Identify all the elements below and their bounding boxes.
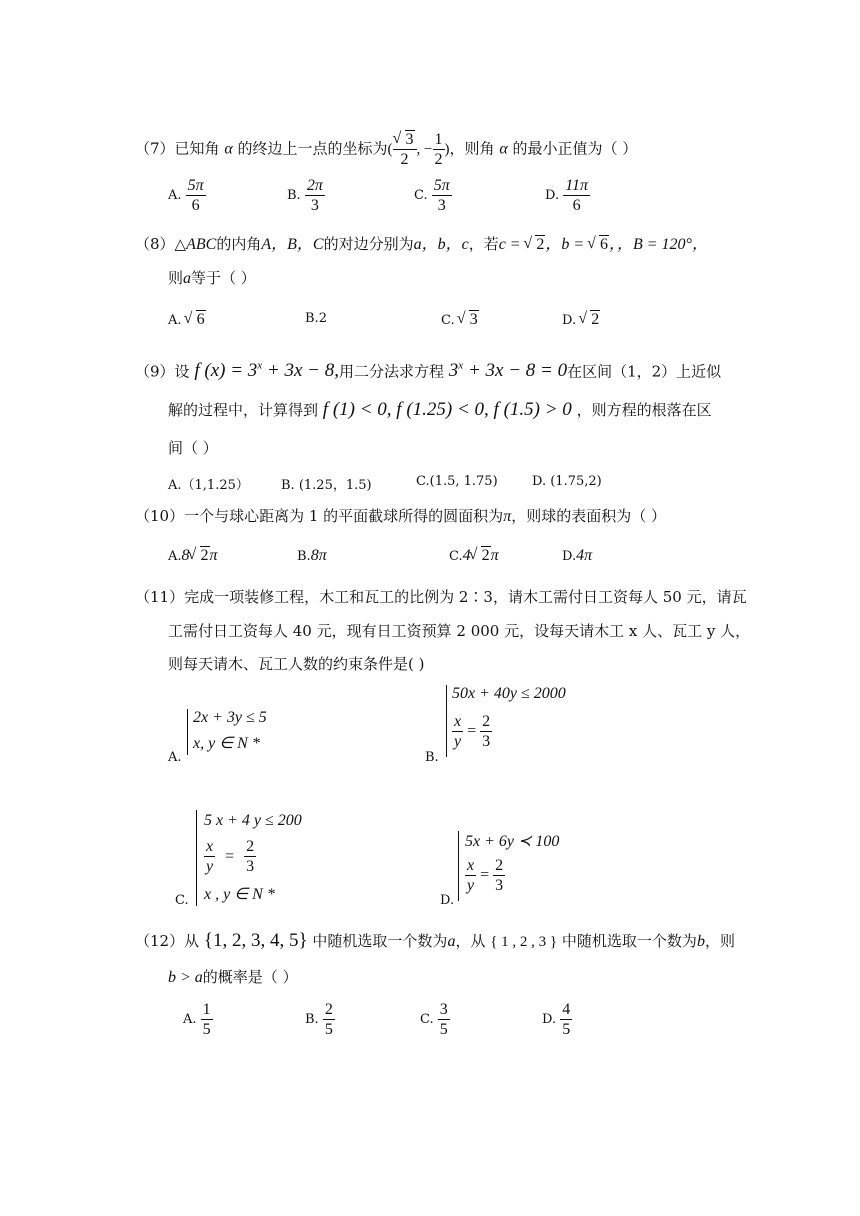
q12-text: 从 <box>184 932 200 950</box>
q8-option-b[interactable]: B.2 <box>305 311 327 326</box>
question-11-line-2: 工需付日工资每人 40 元，现有日工资预算 2 000 元，设每天请木工 x 人、瓦工 y 人， <box>168 622 751 640</box>
q8-text: ，若 <box>468 235 499 253</box>
function-values: f (1) < 0, f (1.25) < 0, f (1.5) > 0 <box>322 399 572 420</box>
q11-option-d-row-1: 5x + 6y ≺ 100 <box>465 833 560 850</box>
q11-option-d-label[interactable]: D. <box>440 893 455 908</box>
q9-text: ，则方程的根落在区 <box>576 401 712 419</box>
question-number: （11） <box>135 588 185 606</box>
q10-text: ，则球的表面积为（ ） <box>511 507 666 525</box>
brace <box>196 810 203 906</box>
set-2: { 1 , 2 , 3 } <box>490 934 558 950</box>
q8-text: 的对边分别为 <box>323 235 414 253</box>
q7-text-post: ，则角 <box>449 139 495 158</box>
question-11-line-1 <box>135 587 747 607</box>
q7-text-end: 的最小正值为（ ） <box>512 139 638 158</box>
q11-option-b-row-1: 50x + 40y ≤ 2000 <box>452 685 566 702</box>
q9-option-c[interactable]: C.(1.5, 1.75) <box>416 474 498 489</box>
sides: a，b，c <box>413 236 469 253</box>
side-a: a <box>183 270 192 287</box>
q9-option-b[interactable]: B. (1.25，1.5) <box>281 478 372 493</box>
triangle-name: ABC <box>186 236 217 253</box>
pi-symbol: π <box>503 508 512 525</box>
question-9-line-1 <box>135 356 721 381</box>
inequality: b > a <box>168 969 203 986</box>
question-11-line-3: 则每天请木、瓦工人数的约束条件是( ) <box>168 655 425 673</box>
q9-text: 用二分法求方程 <box>339 362 445 381</box>
q11-option-b-label[interactable]: B. <box>425 750 439 765</box>
sqrt-6: √ 6 <box>589 235 609 255</box>
question-number: （12） <box>135 932 185 950</box>
q9-text: 设 <box>174 362 190 381</box>
var-b: b <box>696 933 705 950</box>
q9-option-d[interactable]: D. (1.75,2) <box>532 474 602 489</box>
q10-option-a[interactable]: A.8√ 2π <box>168 547 218 565</box>
question-10 <box>135 506 666 527</box>
question-number: （7） <box>135 139 175 158</box>
q12-text: 中随机选取一个数为 <box>561 932 697 950</box>
alpha-symbol: α <box>224 140 233 158</box>
q12-text: ，则 <box>704 932 735 950</box>
q7-option-b[interactable]: B. $\frac{2\pi}{3}$ <box>287 177 323 214</box>
function-def: f $(x) = 3^x + 3x - 8$, <box>194 360 339 382</box>
question-number: （9） <box>135 362 175 381</box>
q7-text-mid: 的终边上一点的坐标为 <box>237 139 388 158</box>
q11-option-b-row-2: $\frac{x}{y}$ = $\frac{2}{3}$ <box>454 713 491 750</box>
question-8-line-1 <box>135 234 708 255</box>
q12-option-a[interactable]: A. $\frac{1}{5}$ <box>183 1001 211 1038</box>
q10-option-d[interactable]: D.4π <box>562 547 593 564</box>
question-number: （10） <box>135 507 185 525</box>
q7-option-a[interactable]: A. $\frac{5\pi}{6}$ <box>168 177 204 214</box>
question-9-line-2 <box>168 400 712 420</box>
q11-option-c-row-2: $\frac{x}{y}$ = $\frac{2}{3}$ <box>206 838 255 875</box>
q12-text: 中随机选取一个数为 <box>312 932 448 950</box>
q8-text: 则 <box>168 269 184 287</box>
q9-text: 解的过程中，计算得到 <box>168 401 319 419</box>
c-eq: c = <box>498 236 521 253</box>
question-7: （7）已知角 α 的终边上一点的坐标为( √ $\frac{3}{2}$ , − $\frac{1}{2}$ )，则角 α 的最小正值为（ ） <box>135 130 637 169</box>
point-x-fraction: √ $\frac{3}{2}$ <box>393 130 417 169</box>
q11-option-a-label[interactable]: A. <box>168 750 182 765</box>
q8-option-c[interactable]: C. √ 3 <box>441 311 479 329</box>
q8-option-a[interactable]: A. √ 6 <box>168 311 206 329</box>
q11-option-d-row-2: $\frac{x}{y}$ = $\frac{2}{3}$ <box>467 857 504 894</box>
q11-text: 完成一项装修工程，木工和瓦工的比例为 2∶3，请木工需付日工资每人 50 元，请瓦 <box>184 588 747 606</box>
q10-option-b[interactable]: B.8π <box>297 547 327 564</box>
brace <box>458 831 465 901</box>
sqrt-2: √ 2 <box>525 235 545 255</box>
question-12-line-1 <box>135 931 735 952</box>
angles: A，B，C <box>261 236 324 253</box>
q9-option-a[interactable]: A.（1,1.25） <box>168 478 249 493</box>
q11-option-c-label[interactable]: C. <box>175 893 189 908</box>
question-9-line-3: 间（ ） <box>168 439 218 457</box>
point-y-fraction: $\frac{1}{2}$ <box>434 131 443 168</box>
equation: $3^x + 3x - 8 = 0$ <box>448 360 568 382</box>
q11-option-a-row-1: 2x + 3y ≤ 5 <box>193 709 267 726</box>
q11-option-a-row-2: x, y ∈ N * <box>193 735 260 752</box>
q8-text: 的内角 <box>216 235 262 253</box>
q8-option-d[interactable]: D. √ 2 <box>562 311 600 329</box>
question-8-line-2 <box>168 268 256 289</box>
triangle-symbol: △ <box>174 235 187 253</box>
q12-text: ，从 <box>455 932 486 950</box>
angle-b-eq: ，，B = 120°， <box>608 236 708 253</box>
q10-text: 一个与球心距离为 1 的平面截球所得的圆面积为 <box>184 507 504 525</box>
q11-option-c-row-1: 5 x + 4 y ≤ 200 <box>204 812 302 829</box>
q10-option-c[interactable]: C.4√ 2π <box>449 547 499 565</box>
alpha-symbol: α <box>499 140 508 158</box>
var-a: a <box>447 933 456 950</box>
b-eq: ，b = <box>545 236 585 253</box>
q9-text: 在区间（1，2）上近似 <box>567 362 722 381</box>
q12-option-c[interactable]: C. $\frac{3}{5}$ <box>420 1001 448 1038</box>
q7-text: 已知角 <box>174 139 220 158</box>
question-number: （8） <box>135 235 175 253</box>
set-1: {1, 2, 3, 4, 5} <box>203 930 308 951</box>
q11-option-c-row-3: x , y ∈ N * <box>204 886 275 903</box>
q12-option-b[interactable]: B. $\frac{2}{5}$ <box>305 1001 333 1038</box>
q7-option-c[interactable]: C. $\frac{5\pi}{3}$ <box>414 177 450 214</box>
q8-text: 等于（ ） <box>191 269 256 287</box>
q7-option-d[interactable]: D. $\frac{11\pi}{6}$ <box>545 177 589 214</box>
q12-text: 的概率是（ ） <box>202 968 298 986</box>
question-12-line-2 <box>168 967 298 988</box>
q12-option-d[interactable]: D. $\frac{4}{5}$ <box>542 1001 571 1038</box>
